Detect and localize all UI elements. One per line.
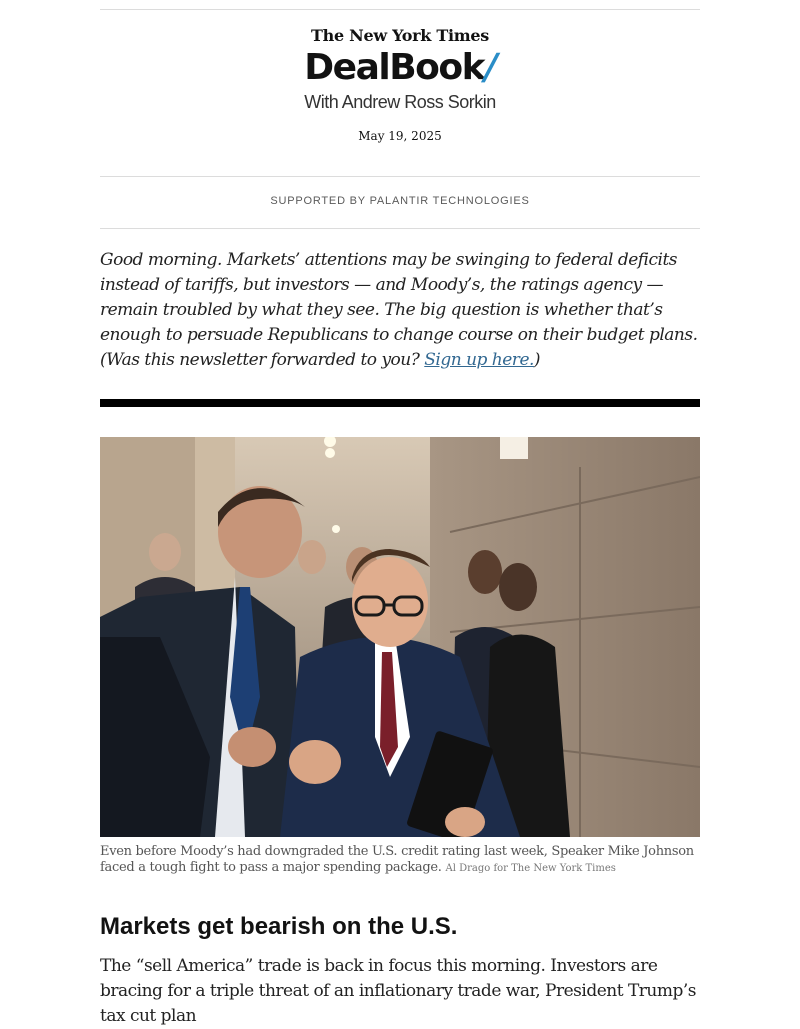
dealbook-wordmark: DealBook <box>304 47 485 88</box>
sponsor-divider-bottom <box>100 228 700 229</box>
intro-paragraph <box>100 248 700 373</box>
photo-credit: Al Drago for The New York Times <box>445 863 616 874</box>
article-body: The “sell America” trade is back in focus this morning. Investors are bracing for a triple threat of an inflationary trade war, President Trump’s tax cut plan <box>100 956 696 1026</box>
dealbook-slash: / <box>479 47 501 88</box>
nyt-logo[interactable]: The New York Times <box>311 26 489 45</box>
dealbook-logo[interactable] <box>100 48 700 88</box>
section-divider <box>100 399 700 407</box>
sign-up-link[interactable]: Sign up here. <box>424 350 534 370</box>
top-divider <box>100 9 700 10</box>
sponsor-divider-top <box>100 176 700 177</box>
intro-text: Good morning. Markets’ attentions may be swinging to federal deficits instead of tariffs, but investors — and Moody’s, the ratings agency — remain troubled by what they see. The big question is whether that’s enough to persuade Republicans to change course on their budget plans. (Was this newsletter forwarded to you? <box>100 250 698 370</box>
photo-illustration <box>100 437 700 837</box>
newsletter-date: May 19, 2025 <box>358 129 442 143</box>
article-photo[interactable] <box>100 437 700 837</box>
sponsor-label: SUPPORTED BY PALANTIR TECHNOLOGIES <box>270 195 530 207</box>
byline: With Andrew Ross Sorkin <box>304 92 496 112</box>
article-headline[interactable]: Markets get bearish on the U.S. <box>100 913 458 940</box>
caption-text: Even before Moody’s had downgraded the U.S. credit rating last week, Speaker Mike Johnson faced a tough fight to pass a major spending package. <box>100 844 694 875</box>
intro-closing: ) <box>533 350 541 370</box>
masthead <box>100 26 700 144</box>
photo-caption <box>100 844 700 877</box>
